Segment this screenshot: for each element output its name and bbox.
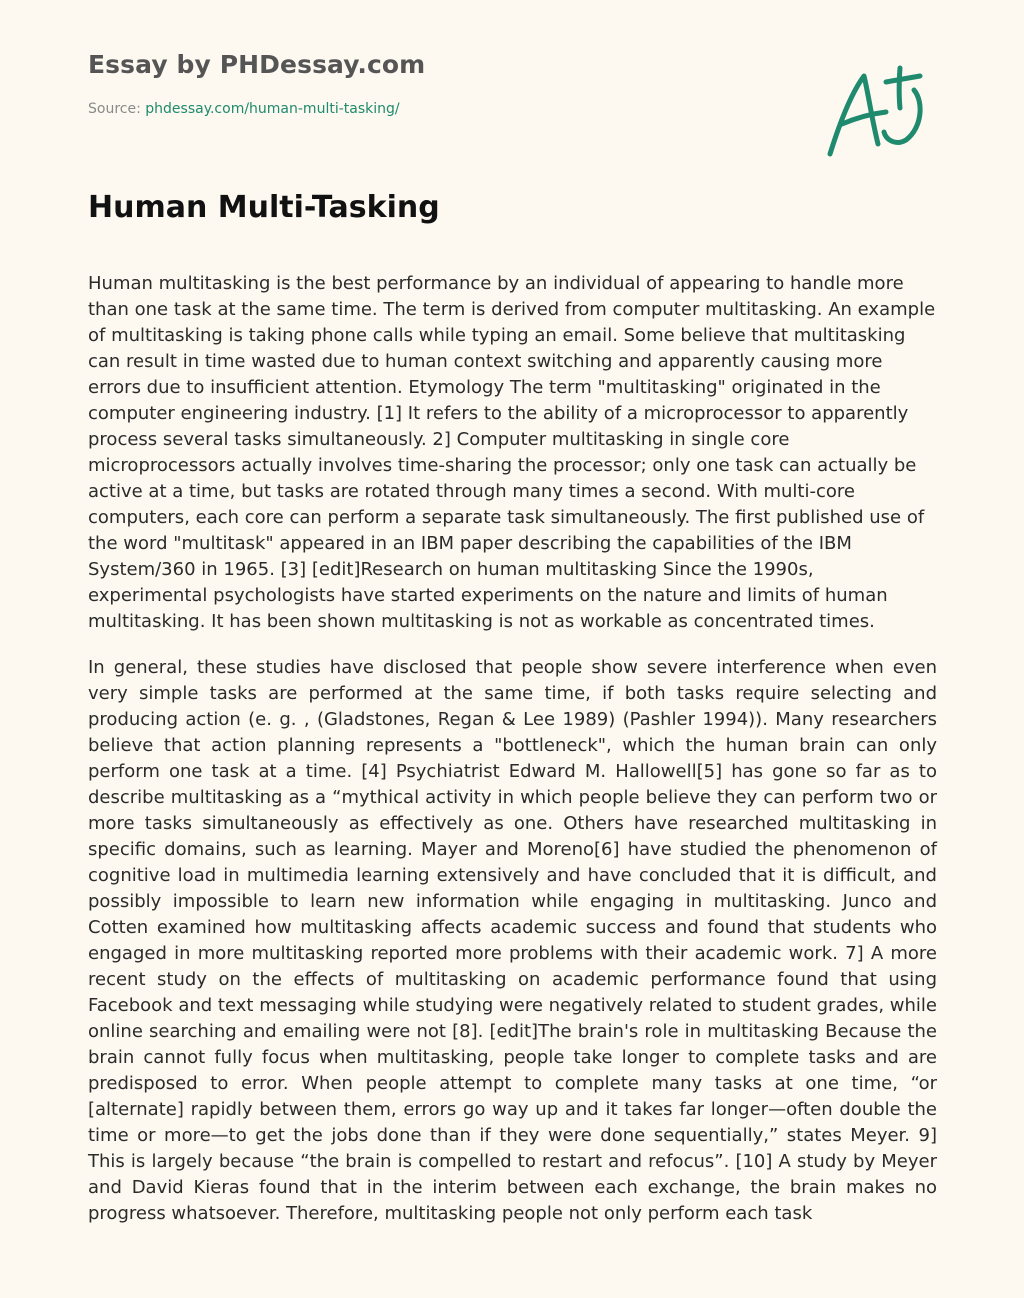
essay-paragraph-2: In general, these studies have disclosed that people show severe interference when even very simple tasks are performed at the same time, if both tasks require selecting and producing action (e. g. , (Gladstones, Regan & Lee 1989) (Pashler 1994)). Many researchers believe that action planning represents a "bottleneck", which the human brain can only perform one task at a time. [4] Psychiatrist Edward M. Hallowell[5] has gone so far as to describe multitasking as a “mythical activity in which people believe they can perform two or more tasks simultaneously as effectively as one. Others have researched multitasking in specific domains, such as learning. Mayer and Moreno[6] have studied the phenomenon of cognitive load in multimedia learning extensively and have concluded that it is difficult, and possibly impossible to learn new information while engaging in multitasking. Junco and Cotten examined how multitasking affects academic success and found that students who engaged in more multitasking reported more problems with their academic work. 7] A more recent study on the effects of multitasking on academic performance found that using Facebook and text messaging while studying were negatively related to student grades, while online searching and emailing were not [8]. [edit]The brain's role in multitasking Because the brain cannot fully focus when multitasking, people take longer to complete tasks and are predisposed to error. When people attempt to complete many tasks at one time, “or [alternate] rapidly between them, errors go way up and it takes far longer—often double the time or more—to get the jobs done than if they were done sequentially,” states Meyer. 9] This is largely because “the brain is compelled to restart and refocus”. [10] A study by Meyer and David Kieras found that in the interim between each exchange, the brain makes no progress whatsoever. Therefore, multitasking people not only perform each task xyxy=(88,657,937,1224)
source-label: Source: xyxy=(88,101,141,117)
essay-paragraph-1: Human multitasking is the best performance by an individual of appearing to handle more than one task at the same time. The term is derived from computer multitasking. An example of multitasking is taking phone calls while typing an email. Some believe that multitasking can result in time wasted due to human context switching and apparently causing more errors due to insufficient attention. Etymology The term "multitasking" originated in the computer engineering industry. [1] It refers to the ability of a microprocessor to apparently process several tasks simultaneously. 2] Computer multitasking in single core microprocessors actually involves time-sharing the processor; only one task can actually be active at a time, but tasks are rotated through many times a second. With multi-core computers, each core can perform a separate task simultaneously. The first published use of the word "multitask" appeared in an IBM paper describing the capabilities of the IBM System/360 in 1965. [3] [edit]Research on human multitasking Since the 1990s, experimental psychologists have started experiments on the nature and limits of human multitasking. It has been shown multitasking is not as workable as concentrated times. xyxy=(88,273,936,632)
source-line xyxy=(88,101,400,117)
a-plus-logo-icon xyxy=(820,62,930,162)
essay-body xyxy=(88,271,937,1247)
source-link[interactable]: phdessay.com/human-multi-tasking/ xyxy=(145,101,400,117)
essay-title: Human Multi-Tasking xyxy=(88,190,440,225)
site-brand[interactable]: Essay by PHDessay.com xyxy=(88,50,426,79)
